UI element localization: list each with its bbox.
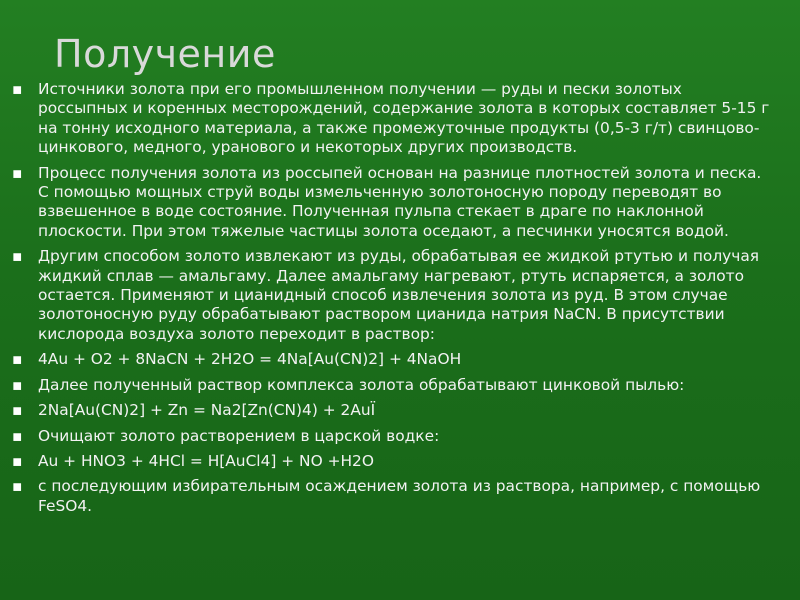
bullet-marker-icon: ▪ bbox=[12, 401, 23, 420]
bullet-item-3 bbox=[12, 247, 772, 344]
bullet-item-2 bbox=[12, 164, 772, 242]
bullet-text-9: с последующим избирательным осаждением золота из раствора, например, с помощью FeSO4. bbox=[38, 477, 761, 515]
bullet-marker-icon: ▪ bbox=[12, 80, 23, 98]
bullet-marker-icon: ▪ bbox=[12, 477, 23, 496]
bullet-text-4: 4Au + O2 + 8NaCN + 2H2O = 4Na[Au(CN)2] + 4NaOH bbox=[38, 350, 462, 369]
slide-title: Получение bbox=[54, 32, 276, 76]
bullet-text-7: Очищают золото растворением в царской водке: bbox=[38, 426, 440, 445]
bullet-text-2: Процесс получения золота из россыпей основан на разнице плотностей золота и песка. С помощью мощных струй воды измельченную золотоносную породу переводят во взвешенное в воде состояние. Полученная пульпа стекает в драге по наклонной плоскости. При этом тяжелые частицы золота оседают, а песчинки уносятся водой. bbox=[38, 163, 762, 240]
bullet-marker-icon: ▪ bbox=[12, 375, 23, 394]
bullet-text-1: Источники золота при его промышленном получении — руды и пески золотых россыпных и коренных месторождений, содержание золота в которых составляет 5-15 г на тонну исходного материала, а также промежуточные продукты (0,5-3 г/т) свинцово-цинкового, медного, уранового и некоторых других производств. bbox=[38, 80, 770, 157]
bullet-text-8: Au + HNO3 + 4HCl = H[AuCl4] + NO +H2O bbox=[38, 451, 374, 470]
bullet-item-1 bbox=[12, 80, 772, 158]
bullet-marker-icon: ▪ bbox=[12, 350, 23, 369]
bullet-text-3: Другим способом золото извлекают из руды, обрабатывая ее жидкой ртутью и получая жидкий сплав — амальгаму. Далее амальгаму нагревают, ртуть испаряется, а золото остается. Применяют и цианидный способ извлечения золота из руд. В этом случае золотоносную руду обрабатывают раствором цианида натрия NaCN. В присутствии кислорода воздуха золото переходит в раствор: bbox=[38, 247, 760, 343]
bullet-item-9 bbox=[12, 477, 772, 516]
bullet-list bbox=[12, 80, 772, 522]
bullet-text-6: 2Na[Au(CN)2] + Zn = Na2[Zn(CN)4) + 2AuЇ bbox=[38, 401, 376, 420]
bullet-text-5: Далее полученный раствор комплекса золота обрабатывают цинковой пылью: bbox=[38, 375, 685, 394]
bullet-item-7 bbox=[12, 427, 772, 446]
bullet-item-6 bbox=[12, 401, 772, 420]
bullet-item-8 bbox=[12, 452, 772, 471]
bullet-item-5 bbox=[12, 376, 772, 395]
bullet-item-4 bbox=[12, 350, 772, 369]
bullet-marker-icon: ▪ bbox=[12, 163, 23, 182]
bullet-marker-icon: ▪ bbox=[12, 451, 23, 470]
bullet-marker-icon: ▪ bbox=[12, 426, 23, 445]
bullet-marker-icon: ▪ bbox=[12, 247, 23, 266]
